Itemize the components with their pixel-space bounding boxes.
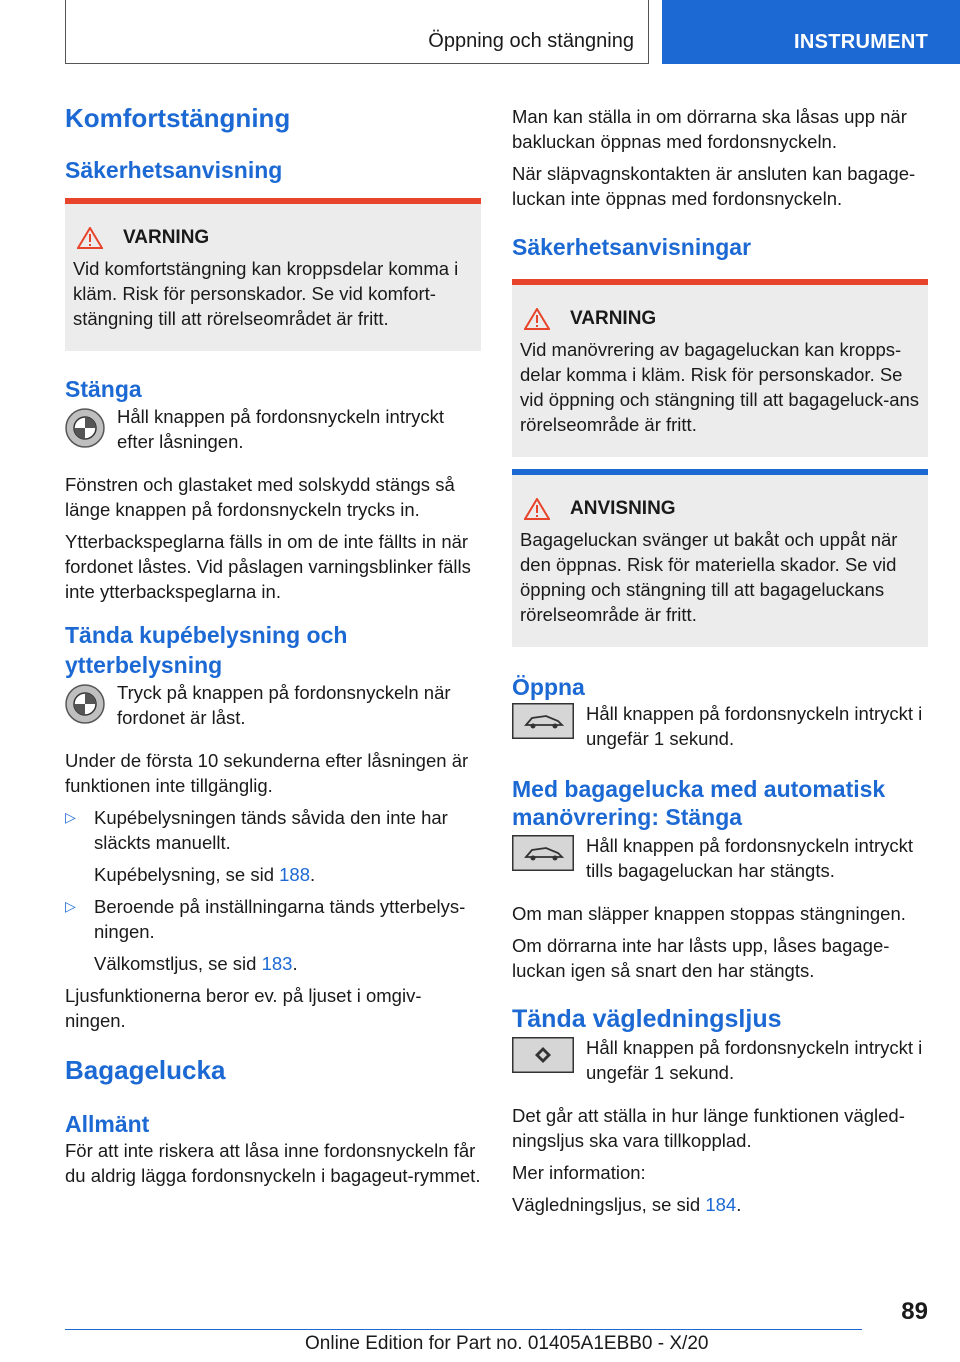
list-item-text: Kupébelysningen tänds såvida den inte har släckts manuellt. [94, 807, 448, 853]
paragraph: Om man släpper knappen stoppas stängningen. [512, 903, 906, 924]
warning-text: Vid manövrering av bagageluckan kan kropps-delar komma i kläm. Risk för personskador. Se vid öppning och stängning till att bagageluck-ans rörelseområde är fritt. [520, 339, 920, 435]
notice-text: Bagageluckan svänger ut bakåt och uppåt när den öppnas. Risk för materiella skador. Se vid öppning och stängning till att bagageluckans rörelseområde är fritt. [520, 529, 898, 625]
page-link[interactable]: 188 [279, 864, 310, 885]
guide-light-button-icon [512, 1037, 574, 1073]
close-instruction [65, 404, 481, 454]
warning-box [65, 198, 481, 351]
paragraph: Ytterbackspeglarna fälls in om de inte fällts in när fordonet låstes. Vid påslagen varningsblinker fälls inte ytterbackspeglarna in. [65, 531, 471, 602]
notice-label: ANVISNING [570, 498, 676, 519]
bmw-key-icon [65, 408, 105, 448]
guide-light-instruction [512, 1035, 928, 1085]
trunk-button-icon [512, 703, 574, 739]
paragraph: När släpvagnskontakten är ansluten kan bagage-luckan inte öppnas med fordonsnyckeln. [512, 163, 916, 209]
paragraph: Ljusfunktionerna beror ev. på ljuset i omgiv-ningen. [65, 985, 422, 1031]
warning-title [73, 226, 473, 250]
list-item-text: Beroende på inställningarna tänds ytterbelys-ningen. [94, 896, 466, 942]
bullet-triangle-icon: ▷ [65, 809, 76, 825]
warning-text: Vid komfortstängning kan kroppsdelar komma i kläm. Risk för personskador. Se vid komfort-stängning till att rörelseområdet är fritt. [73, 258, 459, 329]
paragraph: Om dörrarna inte har låsts upp, låses bagage-luckan igen så snart den har stängts. [512, 935, 890, 981]
warning-triangle-icon [77, 227, 103, 249]
auto-close-instruction [512, 833, 928, 883]
paragraph: Under de första 10 sekunderna efter låsningen är funktionen inte tillgänglig. [65, 750, 469, 796]
page-link[interactable]: 184 [705, 1194, 737, 1215]
open-instruction-text: Håll knappen på fordonsnyckeln intryckt i ungefär 1 sekund. [586, 703, 923, 749]
paragraph: Det går att ställa in hur länge funktionen vägled-ningsljus ska vara tillkopplad. [512, 1105, 905, 1151]
warning-label: VARNING [570, 308, 657, 329]
trunk-heading: Bagagelucka [65, 1055, 226, 1085]
general-heading: Allmänt [65, 1111, 150, 1137]
paragraph: Fönstren och glastaket med solskydd stängs så länge knappen på fordonsnyckeln trycks in. [65, 474, 455, 520]
page-link[interactable]: 183 [261, 953, 293, 974]
trunk-button-icon [512, 835, 574, 871]
paragraph: Man kan ställa in om dörrarna ska låsas upp när bakluckan öppnas med fordonsnyckeln. [512, 106, 907, 152]
section-title: Öppning och stängning [428, 30, 634, 52]
page-title: Komfortstängning [65, 103, 291, 133]
cross-reference: Kupébelysning, se sid 188. [94, 864, 316, 885]
auto-close-instruction-text: Håll knappen på fordonsnyckeln intryckt tills bagageluckan har stängts. [586, 835, 914, 881]
lights-heading: Tända kupébelysning och ytterbelysning [65, 622, 348, 678]
page-number: 89 [901, 1298, 928, 1325]
safety-heading: Säkerhetsanvisningar [512, 234, 752, 260]
auto-close-heading: Med bagagelucka med automatisk manövrering: Stänga [512, 776, 886, 830]
warning-label: VARNING [123, 227, 210, 248]
open-instruction [512, 701, 928, 751]
notice-box [512, 469, 928, 647]
footer-divider [65, 1329, 862, 1330]
notice-triangle-icon [524, 498, 550, 520]
warning-title [520, 307, 920, 331]
safety-heading: Säkerhetsanvisning [65, 157, 283, 183]
guide-light-heading: Tända vägledningsljus [512, 1005, 782, 1033]
left-column [65, 100, 481, 1188]
lights-instruction-text: Tryck på knappen på fordonsnyckeln när fordonet är låst. [117, 682, 451, 728]
notice-title [520, 497, 920, 521]
paragraph: Mer information: [512, 1162, 646, 1183]
lights-instruction [65, 680, 481, 730]
chapter-tab: INSTRUMENT [662, 0, 960, 64]
right-column [512, 104, 928, 1217]
list-item [65, 805, 481, 887]
bullet-triangle-icon: ▷ [65, 898, 76, 914]
cross-reference: Vägledningsljus, se sid 184. [512, 1194, 742, 1215]
paragraph: För att inte riskera att låsa inne fordonsnyckeln får du aldrig lägga fordonsnyckeln i bagageut-rymmet. [65, 1140, 481, 1186]
list-item [65, 894, 481, 976]
warning-triangle-icon [524, 308, 550, 330]
warning-box [512, 279, 928, 457]
edition-info: Online Edition for Part no. 01405A1EBB0 - X/20 [305, 1333, 709, 1354]
close-heading: Stänga [65, 376, 142, 402]
open-heading: Öppna [512, 674, 585, 700]
close-instruction-text: Håll knappen på fordonsnyckeln intryckt efter låsningen. [117, 406, 445, 452]
bmw-key-icon [65, 684, 105, 724]
guide-light-instruction-text: Håll knappen på fordonsnyckeln intryckt i ungefär 1 sekund. [586, 1037, 923, 1083]
cross-reference: Välkomstljus, se sid 183. [94, 953, 298, 974]
